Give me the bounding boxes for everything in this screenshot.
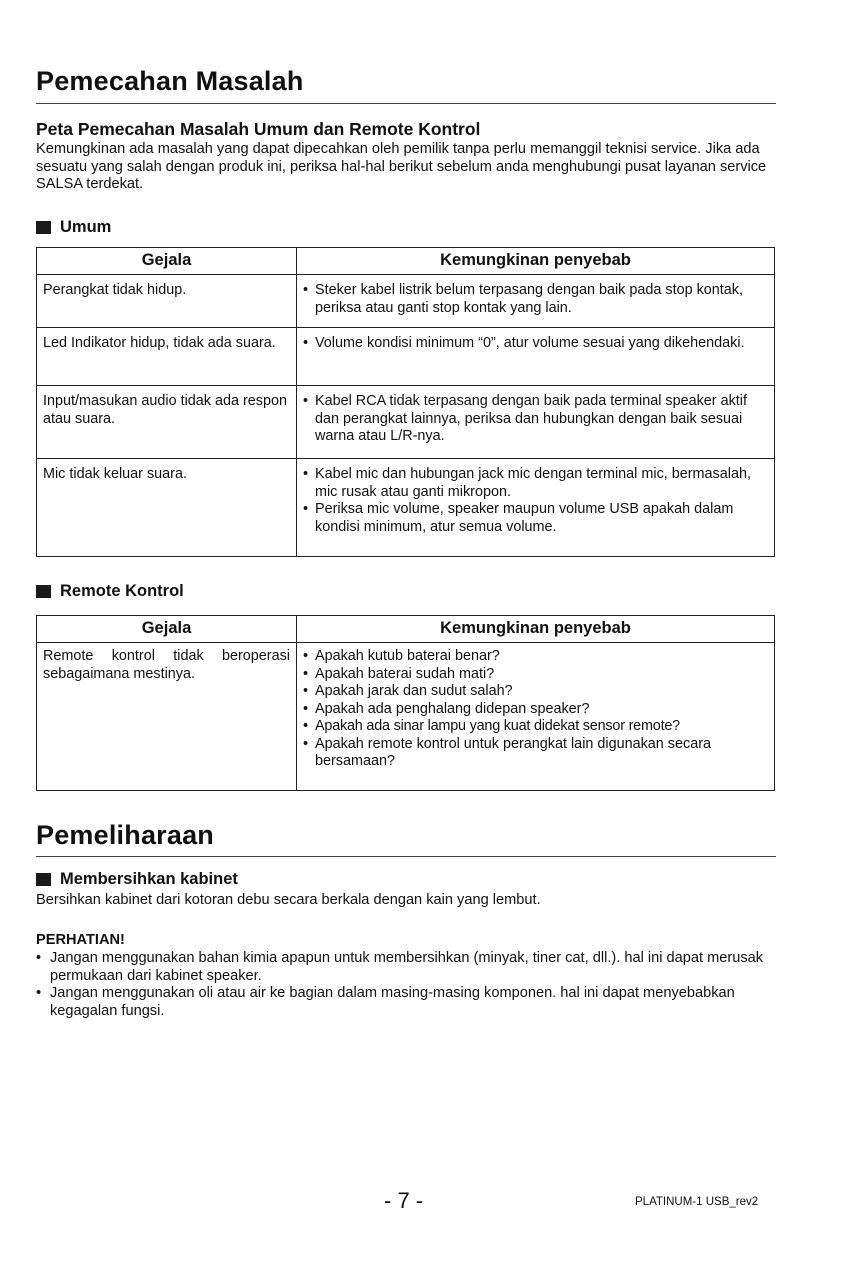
cause-item: • Apakah jarak dan sudut salah?	[303, 683, 513, 699]
model-code: PLATINUM-1 USB_rev2	[635, 1196, 759, 1208]
bullet-icon: •	[303, 282, 309, 298]
cause-cell	[297, 275, 775, 328]
page-title: Pemecahan Masalah	[36, 66, 304, 96]
bullet-icon: •	[303, 735, 309, 752]
bullet-icon: •	[303, 683, 309, 699]
bullet-icon: •	[303, 665, 309, 682]
square-bullet-icon	[36, 221, 51, 234]
cause-item: • Periksa mic volume, speaker maupun volume USB apakah dalam kondisi minimum, atur semua volume.	[303, 501, 734, 535]
cause-item: • Apakah ada penghalang didepan speaker?	[303, 700, 590, 717]
cause-item: • Apakah ada sinar lampu yang kuat didekat sensor remote?	[303, 718, 680, 734]
symptom-cell: Perangkat tidak hidup.	[37, 275, 297, 328]
cause-cell	[297, 328, 775, 386]
umum-heading	[36, 218, 111, 237]
symptom-cell	[37, 643, 297, 791]
table-row	[37, 275, 775, 328]
column-header-penyebab: Kemungkinan penyebab	[297, 248, 775, 275]
intro-paragraph: Kemungkinan ada masalah yang dapat dipecahkan oleh pemilik tanpa perlu memanggil teknisi service. Jika ada sesuatu yang salah dengan produk ini, periksa hal-hal berikut sebelum anda menghubungi pusat layanan service SALSA terdekat.	[36, 141, 767, 192]
bullet-icon: •	[303, 718, 309, 734]
maintenance-divider	[36, 856, 776, 857]
warning-title: PERHATIAN!	[36, 932, 125, 948]
list-item: • Jangan menggunakan oli atau air ke bagian dalam masing-masing komponen. hal ini dapat menyebabkan kegagalan fungsi.	[36, 985, 735, 1019]
bullet-icon: •	[303, 501, 309, 517]
remote-heading	[36, 582, 184, 601]
bullet-icon: •	[303, 466, 309, 482]
symptom-cell: Mic tidak keluar suara.	[37, 459, 297, 557]
cause-item: • Steker kabel listrik belum terpasang dengan baik pada stop kontak, periksa atau ganti stop kontak yang lain.	[303, 282, 743, 316]
table-row	[37, 328, 775, 386]
table-row	[37, 459, 775, 557]
remote-table	[36, 615, 775, 791]
umum-table	[36, 247, 775, 557]
cause-item: • Kabel RCA tidak terpasang dengan baik pada terminal speaker aktif dan perangkat lainnya, periksa dan hubungkan dengan baik sesuai warna atau L/R-nya.	[303, 393, 747, 444]
remote-heading-label: Remote Kontrol	[60, 582, 184, 600]
cause-cell	[297, 459, 775, 557]
square-bullet-icon	[36, 873, 51, 886]
warning-list	[36, 950, 776, 1020]
table-header-row	[37, 616, 775, 643]
cause-cell	[297, 643, 775, 791]
title-divider	[36, 103, 776, 104]
cleaning-text: Bersihkan kabinet dari kotoran debu secara berkala dengan kain yang lembut.	[36, 892, 541, 908]
list-item: • Jangan menggunakan bahan kimia apapun untuk membersihkan (minyak, tiner cat, dll.). hal ini dapat merusak permukaan dari kabinet speaker.	[36, 950, 764, 984]
section-subtitle: Peta Pemecahan Masalah Umum dan Remote Kontrol	[36, 119, 481, 139]
cleaning-heading	[36, 870, 238, 889]
table-row	[37, 643, 775, 791]
cleaning-heading-label: Membersihkan kabinet	[60, 870, 238, 888]
cause-item: • Apakah kutub baterai benar?	[303, 648, 500, 664]
bullet-icon: •	[36, 950, 42, 966]
symptom-cell: Led Indikator hidup, tidak ada suara.	[37, 328, 297, 386]
column-header-penyebab: Kemungkinan penyebab	[297, 616, 775, 643]
cause-item: • Kabel mic dan hubungan jack mic dengan terminal mic, bermasalah, mic rusak atau ganti mikropon.	[303, 466, 751, 500]
bullet-icon: •	[303, 393, 309, 409]
symptom-cell: Input/masukan audio tidak ada respon atau suara.	[37, 386, 297, 459]
bullet-icon: •	[303, 648, 309, 664]
umum-heading-label: Umum	[60, 218, 112, 236]
table-header-row	[37, 248, 775, 275]
cause-item: • Apakah baterai sudah mati?	[303, 665, 495, 682]
column-header-gejala: Gejala	[37, 248, 297, 275]
page-number: - 7 -	[384, 1188, 424, 1213]
cause-item: • Volume kondisi minimum “0”, atur volume sesuai yang dikehendaki.	[303, 335, 745, 351]
column-header-gejala: Gejala	[37, 616, 297, 643]
maintenance-title: Pemeliharaan	[36, 820, 214, 850]
symptom-text: Remote kontrol tidak beroperasi sebagaimana mestinya.	[43, 648, 290, 682]
bullet-icon: •	[36, 985, 42, 1001]
cause-cell	[297, 386, 775, 459]
bullet-icon: •	[303, 335, 309, 351]
cause-item: • Apakah remote kontrol untuk perangkat lain digunakan secara bersamaan?	[303, 735, 711, 769]
bullet-icon: •	[303, 700, 309, 717]
table-row	[37, 386, 775, 459]
square-bullet-icon	[36, 585, 51, 598]
